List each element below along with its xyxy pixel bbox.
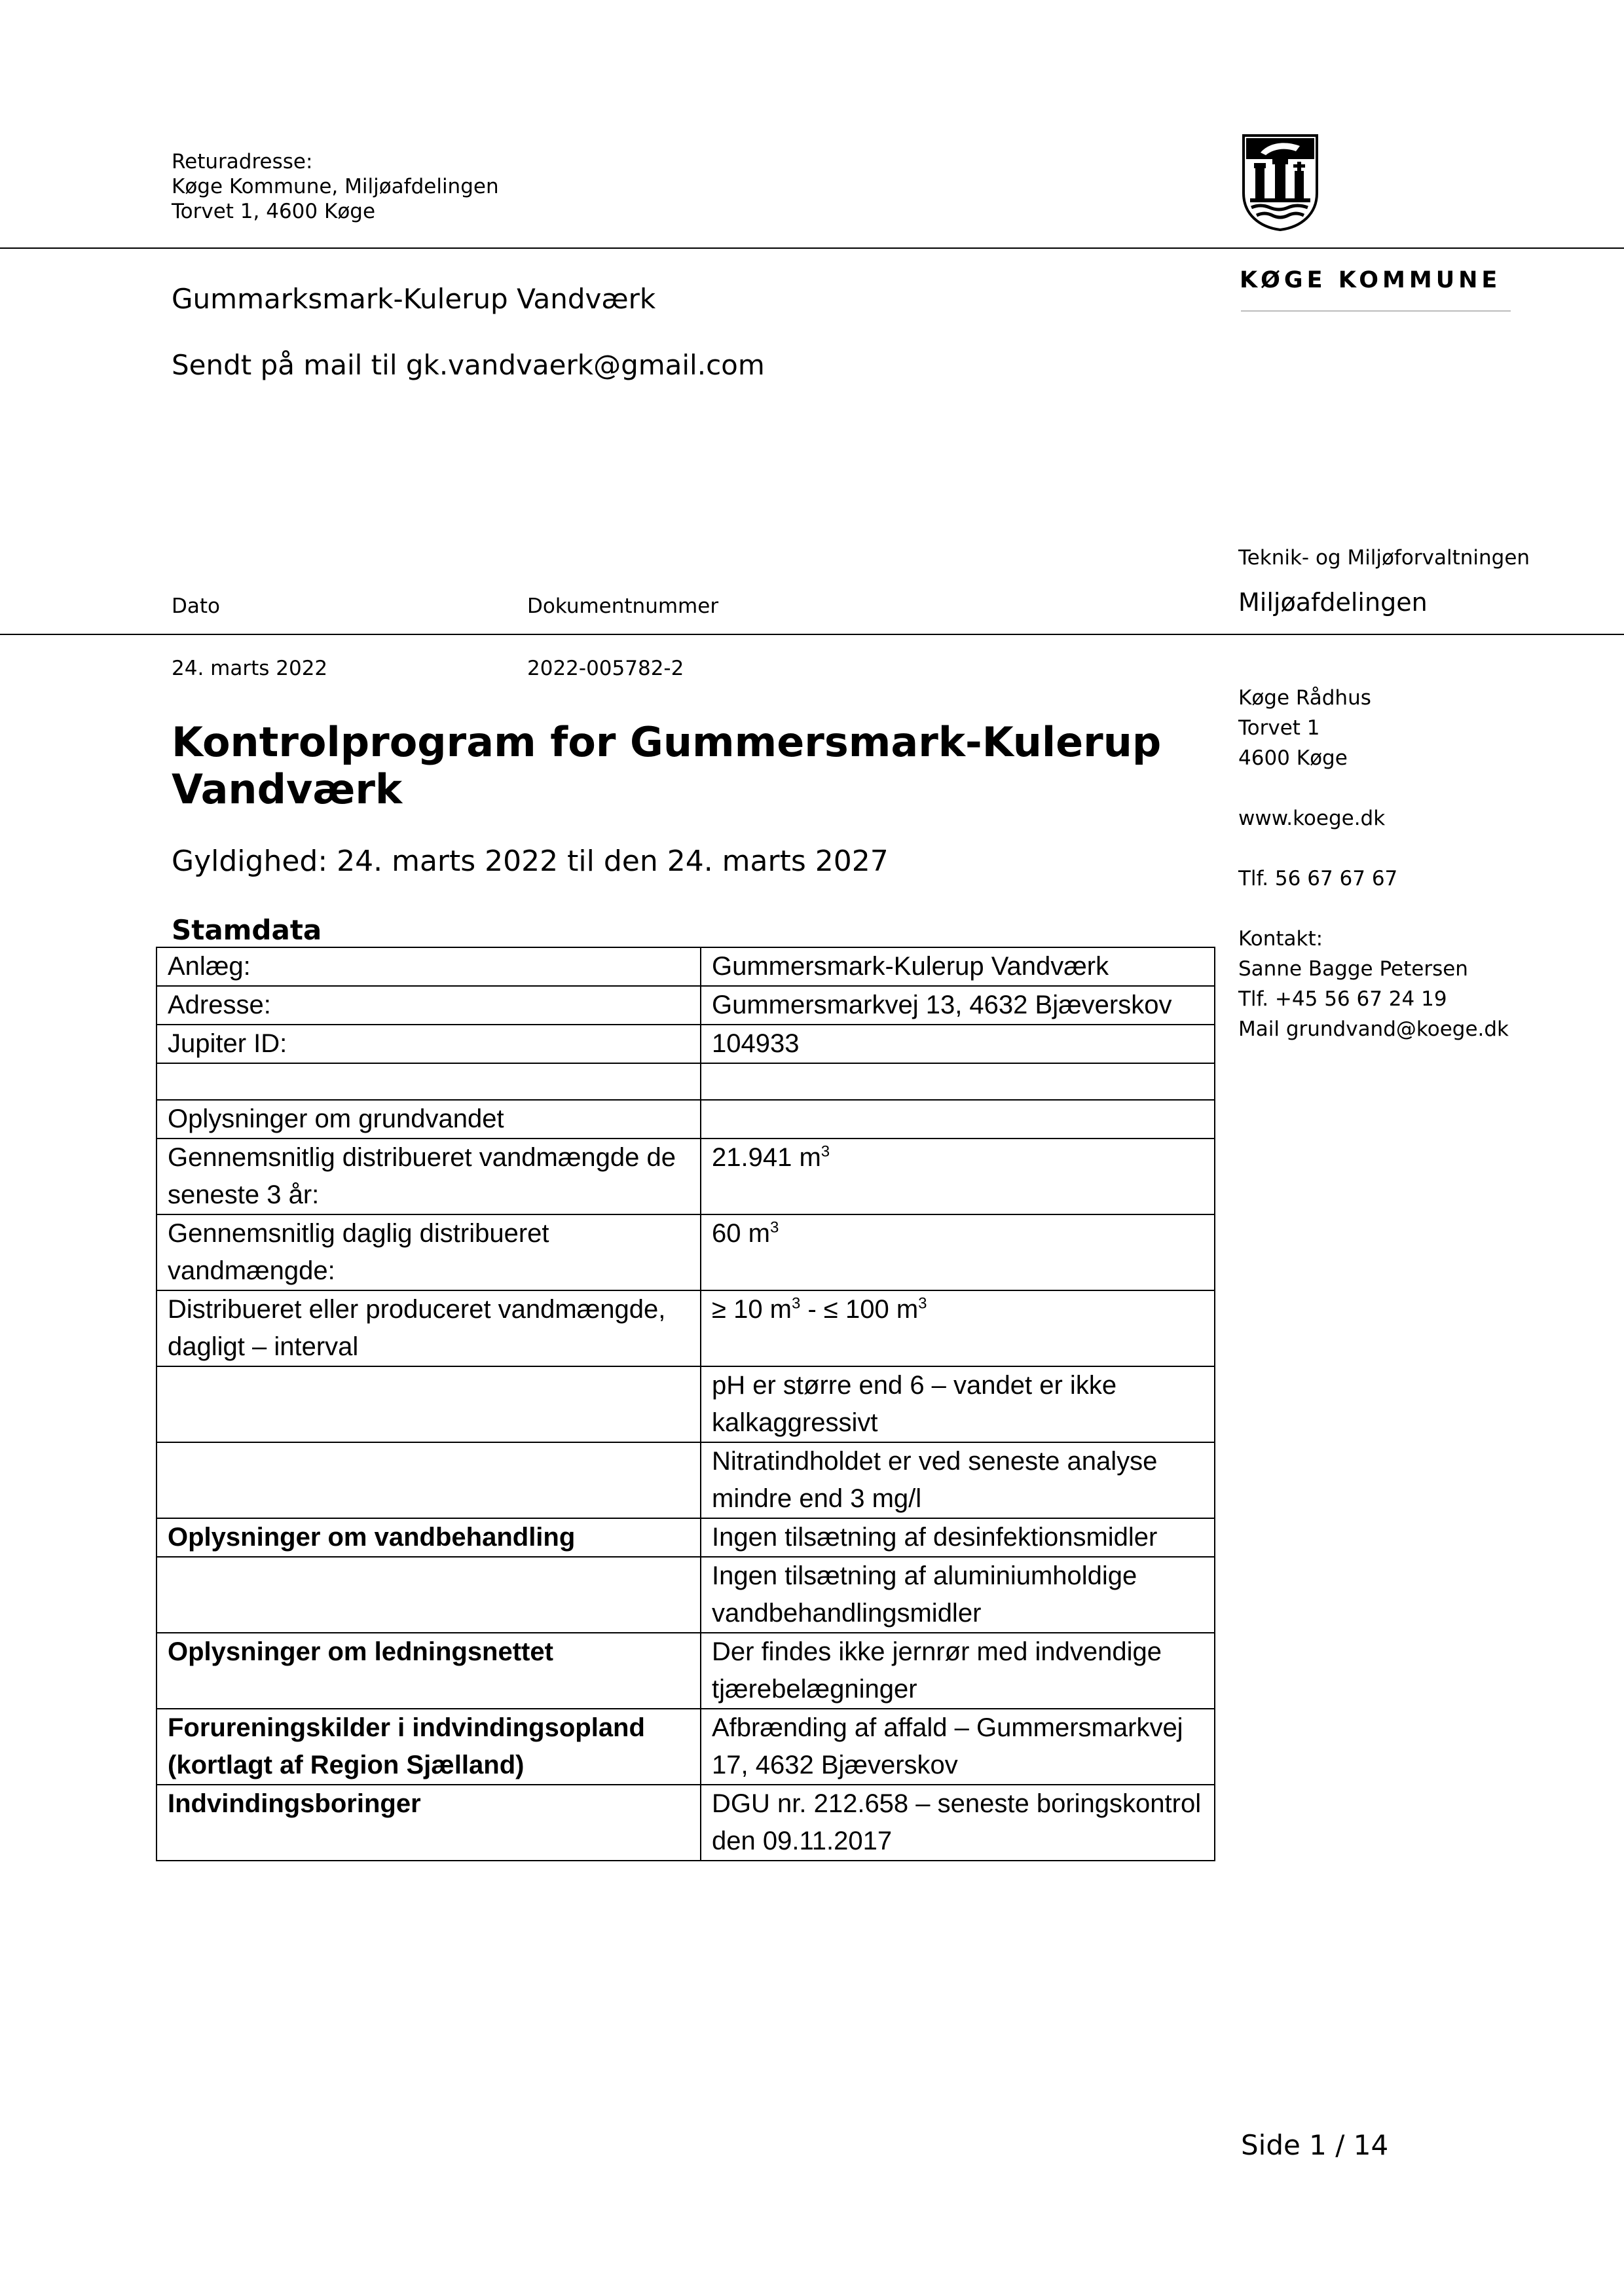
unit-superscript: 3 [792, 1294, 801, 1313]
table-cell-label: Oplysninger om vandbehandling [157, 1518, 701, 1557]
contact-phone: Tlf. 56 67 67 67 [1238, 867, 1398, 890]
recipient-name: Gummarksmark-Kulerup Vandværk [172, 283, 656, 315]
table-cell-value: 104933 [701, 1025, 1215, 1063]
table-cell-value [701, 1139, 1215, 1214]
table-cell-value [701, 1063, 1215, 1100]
stamdata-table [156, 947, 1215, 1861]
table-cell-label [157, 1442, 701, 1518]
value-text: 21.941 m [712, 1143, 821, 1172]
table-row [157, 1139, 1215, 1214]
contact-street: Torvet 1 [1238, 716, 1320, 740]
validity-period: Gyldighed: 24. marts 2022 til den 24. marts 2027 [172, 845, 889, 878]
department-unit: Miljøafdelingen [1238, 588, 1428, 617]
table-row [157, 1557, 1215, 1633]
table-cell-value: DGU nr. 212.658 – seneste boringskontrol den 09.11.2017 [701, 1785, 1215, 1861]
table-cell-label: Adresse: [157, 986, 701, 1025]
table-cell-value: Nitratindholdet er ved seneste analyse mindre end 3 mg/l [701, 1442, 1215, 1518]
table-cell-label: Gennemsnitlig daglig distribueret vandmængde: [157, 1214, 701, 1290]
table-cell-label: Oplysninger om ledningsnettet [157, 1633, 701, 1709]
stamdata-heading: Stamdata [172, 914, 322, 946]
contact-person-mail[interactable]: Mail grundvand@koege.dk [1238, 1017, 1509, 1041]
table-cell-value: pH er større end 6 – vandet er ikke kalkaggressivt [701, 1366, 1215, 1442]
table-row [157, 1709, 1215, 1785]
department-administration: Teknik- og Miljøforvaltningen [1238, 546, 1530, 570]
table-row [157, 1442, 1215, 1518]
document-number-value: 2022-005782-2 [527, 657, 684, 680]
contact-spacer [1238, 894, 1509, 924]
contact-building: Køge Rådhus [1238, 686, 1371, 710]
unit-superscript: 3 [821, 1142, 830, 1161]
contact-person-name: Sanne Bagge Petersen [1238, 957, 1468, 981]
table-cell-value: Afbrænding af affald – Gummersmarkvej 17, 4632 Bjæverskov [701, 1709, 1215, 1785]
recipient-sent-info: Sendt på mail til gk.vandvaerk@gmail.com [172, 349, 765, 381]
document-number-label: Dokumentnummer [527, 594, 719, 618]
value-text: 60 m [712, 1219, 770, 1248]
contact-label: Kontakt: [1238, 927, 1323, 951]
brand-underline [1241, 310, 1511, 312]
return-address-line2: Torvet 1, 4600 Køge [172, 200, 376, 223]
table-cell-label: Forureningskilder i indvindingsopland (kortlagt af Region Sjælland) [157, 1709, 701, 1785]
table-cell-value [701, 1214, 1215, 1290]
table-cell-label: Jupiter ID: [157, 1025, 701, 1063]
table-row [157, 1366, 1215, 1442]
return-address-line1: Køge Kommune, Miljøafdelingen [172, 175, 499, 198]
return-address-label: Returadresse: [172, 150, 313, 173]
table-cell-label [157, 1366, 701, 1442]
contact-spacer [1238, 833, 1509, 864]
table-cell-value: Ingen tilsætning af desinfektionsmidler [701, 1518, 1215, 1557]
table-row [157, 1785, 1215, 1861]
table-cell-value [701, 1100, 1215, 1139]
table-cell-value: Gummersmarkvej 13, 4632 Bjæverskov [701, 986, 1215, 1025]
page-number: Side 1 / 14 [1241, 2129, 1389, 2161]
date-value: 24. marts 2022 [172, 657, 328, 680]
table-cell-label [157, 1557, 701, 1633]
table-cell-value: Der findes ikke jernrør med indvendige tjærebelægninger [701, 1633, 1215, 1709]
table-row [157, 947, 1215, 986]
table-cell-value: Gummersmark-Kulerup Vandværk [701, 947, 1215, 986]
table-row [157, 1063, 1215, 1100]
table-cell-label: Anlæg: [157, 947, 701, 986]
table-cell-label: Indvindingsboringer [157, 1785, 701, 1861]
brand-name: KØGE KOMMUNE [1240, 267, 1502, 293]
table-cell-value: Ingen tilsætning af aluminiumholdige vandbehandlingsmidler [701, 1557, 1215, 1633]
contact-city: 4600 Køge [1238, 746, 1348, 770]
unit-superscript: 3 [918, 1294, 927, 1313]
contact-sidebar [1238, 683, 1509, 1044]
koge-crest-icon [1241, 133, 1320, 231]
unit-superscript: 3 [769, 1218, 779, 1237]
table-row [157, 986, 1215, 1025]
table-row [157, 1025, 1215, 1063]
table-row [157, 1290, 1215, 1366]
top-divider [0, 247, 1624, 249]
contact-spacer [1238, 773, 1509, 803]
table-cell-label: Distribueret eller produceret vandmængde, dagligt – interval [157, 1290, 701, 1366]
table-row [157, 1633, 1215, 1709]
table-row [157, 1100, 1215, 1139]
table-row [157, 1518, 1215, 1557]
contact-person-phone: Tlf. +45 56 67 24 19 [1238, 987, 1447, 1011]
value-text: ≥ 10 m [712, 1295, 792, 1324]
document-title: Kontrolprogram for Gummersmark-Kulerup Vandværk [172, 718, 1162, 813]
table-cell-label: Gennemsnitlig distribueret vandmængde de seneste 3 år: [157, 1139, 701, 1214]
table-cell-value [701, 1290, 1215, 1366]
table-cell-label: Oplysninger om grundvandet [157, 1100, 701, 1139]
contact-web-link[interactable]: www.koege.dk [1238, 807, 1386, 830]
value-text: - ≤ 100 m [800, 1295, 919, 1324]
meta-divider [0, 634, 1624, 635]
return-address [172, 149, 499, 224]
date-label: Dato [172, 594, 220, 618]
table-row [157, 1214, 1215, 1290]
table-cell-label [157, 1063, 701, 1100]
